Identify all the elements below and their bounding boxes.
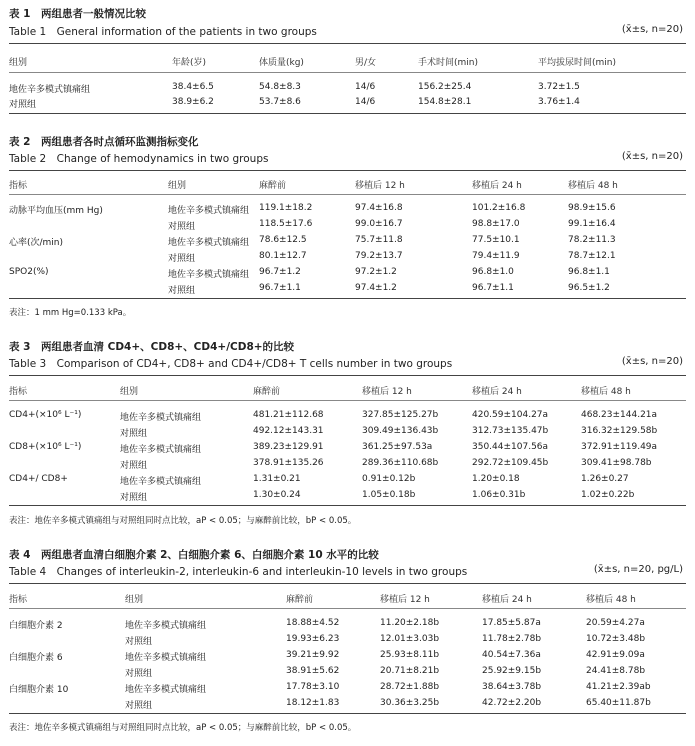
table4-header: 组别 xyxy=(125,595,144,605)
table1-cell: 3.72±1.5 xyxy=(538,82,580,92)
table3-cell: 316.32±129.58b xyxy=(581,426,658,436)
table2-header: 移植后 24 h xyxy=(472,181,522,191)
table3-cell: 389.23±129.91 xyxy=(253,442,324,452)
table3-cell: 492.12±143.31 xyxy=(253,426,324,436)
table2-cell: 心率(次/min) xyxy=(9,238,64,248)
table2-stat-label: (x̄±s, n=20) xyxy=(621,151,683,162)
table4-cell: 白细胞介素 2 xyxy=(9,621,63,631)
table2-cell: 96.7±1.1 xyxy=(259,283,301,293)
table3-top-rule xyxy=(9,375,686,376)
table4-cell: 42.72±2.20b xyxy=(482,698,542,708)
table1-cell: 154.8±28.1 xyxy=(418,97,472,107)
table2-cell: 96.8±1.0 xyxy=(472,267,514,277)
table3-header: 移植后 24 h xyxy=(472,387,522,397)
table1-cell: 对照组 xyxy=(9,100,37,110)
table2-cell: 99.0±16.7 xyxy=(355,219,403,229)
table2-cell: 99.1±16.4 xyxy=(568,219,616,229)
table3-cell: 481.21±112.68 xyxy=(253,410,324,420)
table2-cell: 对照组 xyxy=(168,254,196,264)
table2-cell: 101.2±16.8 xyxy=(472,203,526,213)
table4-cell: 17.78±3.10 xyxy=(286,682,340,692)
table1-title-zh: 表 1 两组患者一般情况比较 xyxy=(9,8,146,20)
table3-cell: 1.20±0.18 xyxy=(472,474,520,484)
table2-cell: 79.4±11.9 xyxy=(472,251,520,261)
table3-cell: 1.26±0.27 xyxy=(581,474,629,484)
table2-cell: 地佐辛多模式镇痛组 xyxy=(168,206,250,216)
table3-cell: 1.05±0.18b xyxy=(362,490,416,500)
table4-header: 移植后 48 h xyxy=(586,595,636,605)
table3-cell: 地佐辛多模式镇痛组 xyxy=(120,445,202,455)
table4-cell: 11.78±2.78b xyxy=(482,634,542,644)
table3-cell: 312.73±135.47b xyxy=(472,426,549,436)
table1-cell: 54.8±8.3 xyxy=(259,82,301,92)
table3-cell: 1.02±0.22b xyxy=(581,490,635,500)
table3-cell: CD4+(×10⁶ L⁻¹) xyxy=(9,410,82,420)
table1-cell: 地佐辛多模式镇痛组 xyxy=(9,85,91,95)
table4-cell: 40.54±7.36a xyxy=(482,650,541,660)
table3-cell: 378.91±135.26 xyxy=(253,458,324,468)
table4-cell: 38.91±5.62 xyxy=(286,666,340,676)
table3-cell: 对照组 xyxy=(120,493,148,503)
table3-cell: 292.72±109.45b xyxy=(472,458,549,468)
table2-title-en: Table 2 Change of hemodynamics in two groups xyxy=(9,153,269,165)
table4-cell: 地佐辛多模式镇痛组 xyxy=(125,685,207,695)
table4-cell: 17.85±5.87a xyxy=(482,618,541,628)
table1-cell: 38.4±6.5 xyxy=(172,82,214,92)
table3-cell: 309.49±136.43b xyxy=(362,426,439,436)
table2-cell: 118.5±17.6 xyxy=(259,219,313,229)
table2-header-rule xyxy=(9,194,686,195)
table1-cell: 14/6 xyxy=(355,97,376,107)
table4-cell: 地佐辛多模式镇痛组 xyxy=(125,653,207,663)
table3-title-zh: 表 3 两组患者血清 CD4+、CD8+、CD4+/CD8+的比较 xyxy=(9,341,295,353)
table3-header: 组别 xyxy=(120,387,139,397)
table2-cell: 78.2±11.3 xyxy=(568,235,616,245)
table4-cell: 24.41±8.78b xyxy=(586,666,646,676)
table4-cell: 12.01±3.03b xyxy=(380,634,440,644)
table3-cell: 1.06±0.31b xyxy=(472,490,526,500)
table2-top-rule xyxy=(9,170,686,171)
table3-cell: 350.44±107.56a xyxy=(472,442,549,452)
table2-cell: 96.5±1.2 xyxy=(568,283,610,293)
table4-cell: 白细胞介素 10 xyxy=(9,685,69,695)
table3-note: 表注：地佐辛多模式镇痛组与对照组同时点比较，aP < 0.05；与麻醉前比较，bP < 0.05。 xyxy=(9,516,357,526)
table2-title-zh: 表 2 两组患者各时点循环监测指标变化 xyxy=(9,136,199,148)
table4-cell: 10.72±3.48b xyxy=(586,634,646,644)
table2-cell: 地佐辛多模式镇痛组 xyxy=(168,270,250,280)
table1-title-en: Table 1 General information of the patients in two groups xyxy=(9,26,317,38)
table3-cell: 309.41±98.78b xyxy=(581,458,652,468)
table2-cell: 78.6±12.5 xyxy=(259,235,307,245)
table3-cell: 0.91±0.12b xyxy=(362,474,416,484)
table4-cell: 11.20±2.18b xyxy=(380,618,440,628)
table4-cell: 对照组 xyxy=(125,637,153,647)
table2-cell: 96.7±1.2 xyxy=(259,267,301,277)
table2-cell: 地佐辛多模式镇痛组 xyxy=(168,238,250,248)
table3-cell: 地佐辛多模式镇痛组 xyxy=(120,413,202,423)
table1-header-catheter: 平均拔尿时间(min) xyxy=(538,58,616,68)
table4-bottom-rule xyxy=(9,713,686,714)
table4-cell: 65.40±11.87b xyxy=(586,698,651,708)
table3-stat-label: (x̄±s, n=20) xyxy=(621,356,683,367)
table4-title-en: Table 4 Changes of interleukin-2, interleukin-6 and interleukin-10 levels in two groups xyxy=(9,566,468,578)
table2-cell: 动脉平均血压(mm Hg) xyxy=(9,206,103,216)
table1-header-sex: 男/女 xyxy=(355,58,377,68)
table3-cell: 468.23±144.21a xyxy=(581,410,658,420)
table1-cell: 53.7±8.6 xyxy=(259,97,301,107)
table4-cell: 25.93±8.11b xyxy=(380,650,440,660)
table4-header: 指标 xyxy=(9,595,28,605)
table1-header-group: 组别 xyxy=(9,58,28,68)
table3-cell: CD4+/ CD8+ xyxy=(9,474,68,484)
table2-header: 移植后 12 h xyxy=(355,181,405,191)
table4-cell: 20.59±4.27a xyxy=(586,618,645,628)
table1-cell: 156.2±25.4 xyxy=(418,82,472,92)
table2-cell: 对照组 xyxy=(168,286,196,296)
table4-cell: 39.21±9.92 xyxy=(286,650,340,660)
table4-cell: 42.91±9.09a xyxy=(586,650,645,660)
table2-cell: 97.4±1.2 xyxy=(355,283,397,293)
table2-cell: 75.7±11.8 xyxy=(355,235,403,245)
table4-cell: 25.92±9.15b xyxy=(482,666,542,676)
table4-cell: 18.12±1.83 xyxy=(286,698,340,708)
table2-cell: SPO2(%) xyxy=(9,267,49,277)
table1-stat-label: (x̄±s, n=20) xyxy=(621,24,683,35)
table3-cell: CD8+(×10⁶ L⁻¹) xyxy=(9,442,82,452)
table4-note: 表注：地佐辛多模式镇痛组与对照组同时点比较，aP < 0.05；与麻醉前比较，bP < 0.05。 xyxy=(9,723,357,733)
table3-cell: 372.91±119.49a xyxy=(581,442,658,452)
table2-cell: 79.2±13.7 xyxy=(355,251,403,261)
table4-header: 麻醉前 xyxy=(286,595,314,605)
table3-cell: 420.59±104.27a xyxy=(472,410,549,420)
table3-header-rule xyxy=(9,400,686,401)
table1-header-optime: 手术时间(min) xyxy=(418,58,478,68)
table1-cell: 38.9±6.2 xyxy=(172,97,214,107)
table3-cell: 对照组 xyxy=(120,461,148,471)
table2-header: 麻醉前 xyxy=(259,181,287,191)
table4-cell: 19.93±6.23 xyxy=(286,634,340,644)
table3-cell: 327.85±125.27b xyxy=(362,410,439,420)
table4-title-zh: 表 4 两组患者血清白细胞介素 2、白细胞介素 6、白细胞介素 10 水平的比较 xyxy=(9,549,379,561)
table3-header: 麻醉前 xyxy=(253,387,281,397)
table3-title-en: Table 3 Comparison of CD4+, CD8+ and CD4+/CD8+ T cells number in two groups xyxy=(9,358,453,370)
table2-cell: 对照组 xyxy=(168,222,196,232)
table2-header: 指标 xyxy=(9,181,28,191)
table4-top-rule xyxy=(9,583,686,584)
table4-header-rule xyxy=(9,608,686,609)
table2-cell: 77.5±10.1 xyxy=(472,235,520,245)
table4-cell: 20.71±8.21b xyxy=(380,666,440,676)
table1-bottom-rule xyxy=(9,113,686,114)
table4-cell: 对照组 xyxy=(125,701,153,711)
table1-header-rule xyxy=(9,72,686,73)
table1-header-weight: 体质量(kg) xyxy=(259,58,304,68)
table4-cell: 18.88±4.52 xyxy=(286,618,340,628)
table3-header: 移植后 12 h xyxy=(362,387,412,397)
table1-header-age: 年龄(岁) xyxy=(172,58,207,68)
table1-cell: 3.76±1.4 xyxy=(538,97,580,107)
table4-header: 移植后 12 h xyxy=(380,595,430,605)
table2-cell: 98.9±15.6 xyxy=(568,203,616,213)
table2-note: 表注：1 mm Hg=0.133 kPa。 xyxy=(9,308,132,318)
table4-stat-label: (x̄±s, n=20, pg/L) xyxy=(593,564,683,575)
table2-cell: 119.1±18.2 xyxy=(259,203,313,213)
table3-header: 指标 xyxy=(9,387,28,397)
table4-cell: 30.36±3.25b xyxy=(380,698,440,708)
table2-cell: 78.7±12.1 xyxy=(568,251,616,261)
table1-cell: 14/6 xyxy=(355,82,376,92)
table3-cell: 1.30±0.24 xyxy=(253,490,301,500)
table4-cell: 41.21±2.39ab xyxy=(586,682,651,692)
table3-cell: 地佐辛多模式镇痛组 xyxy=(120,477,202,487)
table2-cell: 97.4±16.8 xyxy=(355,203,403,213)
table2-header: 组别 xyxy=(168,181,187,191)
table2-cell: 97.2±1.2 xyxy=(355,267,397,277)
table4-header: 移植后 24 h xyxy=(482,595,532,605)
table1-top-rule xyxy=(9,43,686,44)
table2-header: 移植后 48 h xyxy=(568,181,618,191)
table3-cell: 361.25±97.53a xyxy=(362,442,433,452)
table2-cell: 98.8±17.0 xyxy=(472,219,520,229)
table2-cell: 96.7±1.1 xyxy=(472,283,514,293)
table4-cell: 38.64±3.78b xyxy=(482,682,542,692)
table2-bottom-rule xyxy=(9,298,686,299)
table4-cell: 对照组 xyxy=(125,669,153,679)
table3-header: 移植后 48 h xyxy=(581,387,631,397)
table3-cell: 289.36±110.68b xyxy=(362,458,439,468)
table2-cell: 80.1±12.7 xyxy=(259,251,307,261)
table4-cell: 28.72±1.88b xyxy=(380,682,440,692)
table4-cell: 白细胞介素 6 xyxy=(9,653,63,663)
table3-bottom-rule xyxy=(9,505,686,506)
table3-cell: 1.31±0.21 xyxy=(253,474,301,484)
table3-cell: 对照组 xyxy=(120,429,148,439)
table4-cell: 地佐辛多模式镇痛组 xyxy=(125,621,207,631)
table2-cell: 96.8±1.1 xyxy=(568,267,610,277)
